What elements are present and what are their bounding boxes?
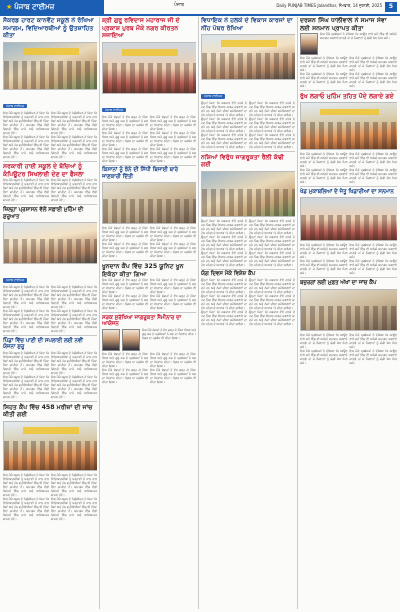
article-text: ਇਸ ਮੌਕੇ ਪ੍ਰਬੰਧਕਾਂ ਨੇ ਦੱਸਿਆ ਕਿ ਆਉਣ ਵਾਲੇ ਸਮੇਂ ਵਿੱਚ ਵੀ ਅਜਿਹੇ ਸਮਾਗਮ ਕਰਵਾਏ ਜਾਣਗੇ ਤਾਂ ਜੋ ਨੌਜਵਾਨਾਂ ਨੂੰ ਚੰਗੀ ਸੇਧ ਮਿਲ ਸਕੇ। (300, 348, 348, 365)
divider (102, 165, 196, 166)
article-text: ਇਸ ਮੌਕੇ ਸਕੂਲ ਦੇ ਪ੍ਰਿੰਸੀਪਲ ਨੇ ਕਿਹਾ ਕਿ ਵਿਦਿਆਰਥੀਆਂ ਨੂੰ ਪੜ੍ਹਾਈ ਦੇ ਨਾਲ ਨਾਲ ਖੇਡਾਂ ਅਤੇ ਹੋਰ ਗਤੀਵਿਧੀਆਂ ਵਿੱਚ ਵੀ ਹਿੱਸਾ ਲੈਣਾ ਚਾਹੀਦਾ ਹੈ। ਸਮਾਗਮ ਵਿੱਚ ਵੱਡੀ ਗਿਣਤੀ ਵਿੱਚ ਮਾਪੇ ਅਤੇ ਅਧਿਆਪਕ ਸ਼ਾਮਲ ਹੋਏ। (51, 134, 97, 159)
article-text: ਇਸ ਮੌਕੇ ਸੰਗਤਾਂ ਨੇ ਵੱਧ ਚੜ੍ਹ ਕੇ ਹਿੱਸਾ ਲਿਆ ਅਤੇ ਗੁਰੂ ਘਰ ਦੇ ਪ੍ਰਬੰਧਕਾਂ ਨੇ ਸਭ ਦਾ ਧੰਨਵਾਦ ਕੀਤਾ। ਲੰਗਰ ਦਾ ਪ੍ਰਬੰਧ ਵੀ ਕੀਤਾ ਗਿਆ। (150, 351, 196, 368)
byline-tag: ਪੰਜਾਬ ਟਾਈਮਜ਼ (102, 108, 126, 113)
article-body (201, 278, 295, 326)
article-body (3, 178, 97, 202)
article-text: ਇਸ ਮੌਕੇ ਸੰਗਤਾਂ ਨੇ ਵੱਧ ਚੜ੍ਹ ਕੇ ਹਿੱਸਾ ਲਿਆ ਅਤੇ ਗੁਰੂ ਘਰ ਦੇ ਪ੍ਰਬੰਧਕਾਂ ਨੇ ਸਭ ਦਾ ਧੰਨਵਾਦ ਕੀਤਾ। ਲੰਗਰ ਦਾ ਪ੍ਰਬੰਧ ਵੀ ਕੀਤਾ ਗਿਆ। (150, 130, 196, 147)
article-text: ਇਸ ਮੌਕੇ ਸੰਗਤਾਂ ਨੇ ਵੱਧ ਚੜ੍ਹ ਕੇ ਹਿੱਸਾ ਲਿਆ ਅਤੇ ਗੁਰੂ ਘਰ ਦੇ ਪ੍ਰਬੰਧਕਾਂ ਨੇ ਸਭ ਦਾ ਧੰਨਵਾਦ ਕੀਤਾ। ਲੰਗਰ ਦਾ ਪ੍ਰਬੰਧ ਵੀ ਕੀਤਾ ਗਿਆ। (102, 351, 148, 368)
article-text: ਉਨ੍ਹਾਂ ਕਿਹਾ ਕਿ ਸਰਕਾਰ ਵੱਲੋਂ ਹਲਕੇ ਦੇ ਹਰ ਪਿੰਡ ਵਿੱਚ ਵਿਕਾਸ ਕਾਰਜ ਕਰਵਾਏ ਜਾ ਰਹੇ ਹਨ ਅਤੇ ਲੋਕਾਂ ਦੀਆਂ ਸਮੱਸਿਆਵਾਂ ਦਾ ਹੱਲ ਪਹਿਲ ਦੇ ਆਧਾਰ 'ਤੇ ਕੀਤਾ ਜਾਵੇਗਾ। (249, 310, 295, 327)
article-text: ਇਸ ਮੌਕੇ ਪ੍ਰਬੰਧਕਾਂ ਨੇ ਦੱਸਿਆ ਕਿ ਆਉਣ ਵਾਲੇ ਸਮੇਂ ਵਿੱਚ ਵੀ ਅਜਿਹੇ ਸਮਾਗਮ ਕਰਵਾਏ ਜਾਣਗੇ ਤਾਂ ਜੋ ਨੌਜਵਾਨਾਂ ਨੂੰ ਚੰਗੀ ਸੇਧ ਮਿਲ ਸਕੇ। (300, 243, 348, 260)
article-body (102, 352, 196, 384)
article-text: ਉਨ੍ਹਾਂ ਕਿਹਾ ਕਿ ਸਰਕਾਰ ਵੱਲੋਂ ਹਲਕੇ ਦੇ ਹਰ ਪਿੰਡ ਵਿੱਚ ਵਿਕਾਸ ਕਾਰਜ ਕਰਵਾਏ ਜਾ ਰਹੇ ਹਨ ਅਤੇ ਲੋਕਾਂ ਦੀਆਂ ਸਮੱਸਿਆਵਾਂ ਦਾ ਹੱਲ ਪਹਿਲ ਦੇ ਆਧਾਰ 'ਤੇ ਕੀਤਾ ਜਾਵੇਗਾ। (201, 250, 247, 267)
article-body (3, 285, 97, 333)
divider (3, 401, 97, 402)
headline: ਸੜਕ ਸੁਰੱਖਿਆ ਜਾਗਰੂਕਤਾ ਸੈਮੀਨਾਰ ਦਾ ਆਯੋਜਨ (102, 314, 182, 328)
article-text: ਇਸ ਮੌਕੇ ਸੰਗਤਾਂ ਨੇ ਵੱਧ ਚੜ੍ਹ ਕੇ ਹਿੱਸਾ ਲਿਆ ਅਤੇ ਗੁਰੂ ਘਰ ਦੇ ਪ੍ਰਬੰਧਕਾਂ ਨੇ ਸਭ ਦਾ ਧੰਨਵਾਦ ਕੀਤਾ। ਲੰਗਰ ਦਾ ਪ੍ਰਬੰਧ ਵੀ ਕੀਤਾ ਗਿਆ। (142, 327, 196, 340)
article-text: ਉਨ੍ਹਾਂ ਕਿਹਾ ਕਿ ਸਰਕਾਰ ਵੱਲੋਂ ਹਲਕੇ ਦੇ ਹਰ ਪਿੰਡ ਵਿੱਚ ਵਿਕਾਸ ਕਾਰਜ ਕਰਵਾਏ ਜਾ ਰਹੇ ਹਨ ਅਤੇ ਲੋਕਾਂ ਦੀਆਂ ਸਮੱਸਿਆਵਾਂ ਦਾ ਹੱਲ ਪਹਿਲ ਦੇ ਆਧਾਰ 'ਤੇ ਕੀਤਾ ਜਾਵੇਗਾ। (249, 294, 295, 311)
news-photo (3, 222, 97, 264)
headline: ਯੋਗ ਦਿਵਸ ਮੌਕੇ ਵਿਸ਼ੇਸ਼ ਕੈਂਪ (201, 271, 256, 278)
article-text: ਇਸ ਮੌਕੇ ਪ੍ਰਬੰਧਕਾਂ ਨੇ ਦੱਸਿਆ ਕਿ ਆਉਣ ਵਾਲੇ ਸਮੇਂ ਵਿੱਚ ਵੀ ਅਜਿਹੇ ਸਮਾਗਮ ਕਰਵਾਏ ਜਾਣਗੇ ਤਾਂ ਜੋ ਨੌਜਵਾਨਾਂ ਨੂੰ ਚੰਗੀ ਸੇਧ ਮਿਲ ਸਕੇ। (349, 152, 397, 169)
masthead-rule (0, 14, 400, 16)
news-photo (300, 289, 397, 331)
article-text: ਇਸ ਮੌਕੇ ਪ੍ਰਬੰਧਕਾਂ ਨੇ ਦੱਸਿਆ ਕਿ ਆਉਣ ਵਾਲੇ ਸਮੇਂ ਵਿੱਚ ਵੀ ਅਜਿਹੇ ਸਮਾਗਮ ਕਰਵਾਏ ਜਾਣਗੇ ਤਾਂ ਜੋ ਨੌਜਵਾਨਾਂ ਨੂੰ ਚੰਗੀ ਸੇਧ ਮਿਲ ਸਕੇ। (300, 56, 348, 73)
article-body (3, 473, 97, 521)
article-text: ਇਸ ਮੌਕੇ ਸੰਗਤਾਂ ਨੇ ਵੱਧ ਚੜ੍ਹ ਕੇ ਹਿੱਸਾ ਲਿਆ ਅਤੇ ਗੁਰੂ ਘਰ ਦੇ ਪ੍ਰਬੰਧਕਾਂ ਨੇ ਸਭ ਦਾ ਧੰਨਵਾਦ ਕੀਤਾ। ਲੰਗਰ ਦਾ ਪ੍ਰਬੰਧ ਵੀ ਕੀਤਾ ਗਿਆ। (102, 294, 148, 311)
headline: ਰੁੱਖ ਲਗਾਓ ਮੁਹਿੰਮ ਤਹਿਤ ਪੌਦੇ ਲਗਾਏ ਗਏ (300, 92, 394, 100)
article-text: ਉਨ੍ਹਾਂ ਕਿਹਾ ਕਿ ਸਰਕਾਰ ਵੱਲੋਂ ਹਲਕੇ ਦੇ ਹਰ ਪਿੰਡ ਵਿੱਚ ਵਿਕਾਸ ਕਾਰਜ ਕਰਵਾਏ ਜਾ ਰਹੇ ਹਨ ਅਤੇ ਲੋਕਾਂ ਦੀਆਂ ਸਮੱਸਿਆਵਾਂ ਦਾ ਹੱਲ ਪਹਿਲ ਦੇ ਆਧਾਰ 'ਤੇ ਕੀਤਾ ਜਾਵੇਗਾ। (249, 278, 295, 295)
headline: ਜ਼ਿਲ੍ਹਾ ਪ੍ਰਸ਼ਾਸਨ ਵੱਲੋਂ ਸਫ਼ਾਈ ਮੁਹਿੰਮ ਦੀ ਸ਼ੁਰੂਆਤ (3, 207, 84, 220)
article-body (102, 226, 196, 258)
article-text: ਇਸ ਮੌਕੇ ਪ੍ਰਬੰਧਕਾਂ ਨੇ ਦੱਸਿਆ ਕਿ ਆਉਣ ਵਾਲੇ ਸਮੇਂ ਵਿੱਚ ਵੀ ਅਜਿਹੇ ਸਮਾਗਮ ਕਰਵਾਏ ਜਾਣਗੇ ਤਾਂ ਜੋ ਨੌਜਵਾਨਾਂ ਨੂੰ ਚੰਗੀ ਸੇਧ ਮਿਲ ਸਕੇ। (320, 32, 397, 41)
article-body (201, 101, 295, 149)
article-text: ਇਸ ਮੌਕੇ ਸਕੂਲ ਦੇ ਪ੍ਰਿੰਸੀਪਲ ਨੇ ਕਿਹਾ ਕਿ ਵਿਦਿਆਰਥੀਆਂ ਨੂੰ ਪੜ੍ਹਾਈ ਦੇ ਨਾਲ ਨਾਲ ਖੇਡਾਂ ਅਤੇ ਹੋਰ ਗਤੀਵਿਧੀਆਂ ਵਿੱਚ ਵੀ ਹਿੱਸਾ ਲੈਣਾ ਚਾਹੀਦਾ ਹੈ। ਸਮਾਗਮ ਵਿੱਚ ਵੱਡੀ ਗਿਣਤੀ ਵਿੱਚ ਮਾਪੇ ਅਤੇ ਅਧਿਆਪਕ ਸ਼ਾਮਲ ਹੋਏ। (51, 472, 97, 497)
article-text: ਉਨ੍ਹਾਂ ਕਿਹਾ ਕਿ ਸਰਕਾਰ ਵੱਲੋਂ ਹਲਕੇ ਦੇ ਹਰ ਪਿੰਡ ਵਿੱਚ ਵਿਕਾਸ ਕਾਰਜ ਕਰਵਾਏ ਜਾ ਰਹੇ ਹਨ ਅਤੇ ਲੋਕਾਂ ਦੀਆਂ ਸਮੱਸਿਆਵਾਂ ਦਾ ਹੱਲ ਪਹਿਲ ਦੇ ਆਧਾਰ 'ਤੇ ਕੀਤਾ ਜਾਵੇਗਾ। (249, 117, 295, 134)
headline: ਕਿਸਾਨਾਂ ਨੂੰ ਝੋਨੇ ਦੀ ਸਿੱਧੀ ਬਿਜਾਈ ਬਾਰੇ ਜਾਣਕਾਰੀ ਦਿੱਤੀ (102, 167, 178, 180)
article-text: ਇਸ ਮੌਕੇ ਸੰਗਤਾਂ ਨੇ ਵੱਧ ਚੜ੍ਹ ਕੇ ਹਿੱਸਾ ਲਿਆ ਅਤੇ ਗੁਰੂ ਘਰ ਦੇ ਪ੍ਰਬੰਧਕਾਂ ਨੇ ਸਭ ਦਾ ਧੰਨਵਾਦ ਕੀਤਾ। ਲੰਗਰ ਦਾ ਪ੍ਰਬੰਧ ਵੀ ਕੀਤਾ ਗਿਆ। (102, 242, 148, 259)
divider (201, 269, 295, 270)
article-text: ਇਸ ਮੌਕੇ ਸੰਗਤਾਂ ਨੇ ਵੱਧ ਚੜ੍ਹ ਕੇ ਹਿੱਸਾ ਲਿਆ ਅਤੇ ਗੁਰੂ ਘਰ ਦੇ ਪ੍ਰਬੰਧਕਾਂ ਨੇ ਸਭ ਦਾ ਧੰਨਵਾਦ ਕੀਤਾ। ਲੰਗਰ ਦਾ ਪ੍ਰਬੰਧ ਵੀ ਕੀਤਾ ਗਿਆ। (150, 226, 196, 243)
article-text: ਇਸ ਮੌਕੇ ਸੰਗਤਾਂ ਨੇ ਵੱਧ ਚੜ੍ਹ ਕੇ ਹਿੱਸਾ ਲਿਆ ਅਤੇ ਗੁਰੂ ਘਰ ਦੇ ਪ੍ਰਬੰਧਕਾਂ ਨੇ ਸਭ ਦਾ ਧੰਨਵਾਦ ਕੀਤਾ। ਲੰਗਰ ਦਾ ਪ੍ਰਬੰਧ ਵੀ ਕੀਤਾ ਗਿਆ। (102, 226, 148, 243)
headline: ਦਰਸ਼ਨ ਸਿੰਘ ਧਾਲੀਵਾਲ ਨੇ ਸਮਾਜ ਸੇਵਾ ਲਈ ਸਨਮਾਨ ਪ੍ਰਾਪਤ ਕੀਤਾ (300, 17, 387, 32)
article-text: ਇਸ ਮੌਕੇ ਪ੍ਰਬੰਧਕਾਂ ਨੇ ਦੱਸਿਆ ਕਿ ਆਉਣ ਵਾਲੇ ਸਮੇਂ ਵਿੱਚ ਵੀ ਅਜਿਹੇ ਸਮਾਗਮ ਕਰਵਾਏ ਜਾਣਗੇ ਤਾਂ ਜੋ ਨੌਜਵਾਨਾਂ ਨੂੰ ਚੰਗੀ ਸੇਧ ਮਿਲ ਸਕੇ। (300, 259, 348, 276)
divider (300, 186, 397, 187)
article-text: ਉਨ੍ਹਾਂ ਕਿਹਾ ਕਿ ਸਰਕਾਰ ਵੱਲੋਂ ਹਲਕੇ ਦੇ ਹਰ ਪਿੰਡ ਵਿੱਚ ਵਿਕਾਸ ਕਾਰਜ ਕਰਵਾਏ ਜਾ ਰਹੇ ਹਨ ਅਤੇ ਲੋਕਾਂ ਦੀਆਂ ਸਮੱਸਿਆਵਾਂ ਦਾ ਹੱਲ ਪਹਿਲ ਦੇ ਆਧਾਰ 'ਤੇ ਕੀਤਾ ਜਾਵੇਗਾ। (249, 250, 295, 267)
article-text: ਇਸ ਮੌਕੇ ਸਕੂਲ ਦੇ ਪ੍ਰਿੰਸੀਪਲ ਨੇ ਕਿਹਾ ਕਿ ਵਿਦਿਆਰਥੀਆਂ ਨੂੰ ਪੜ੍ਹਾਈ ਦੇ ਨਾਲ ਨਾਲ ਖੇਡਾਂ ਅਤੇ ਹੋਰ ਗਤੀਵਿਧੀਆਂ ਵਿੱਚ ਵੀ ਹਿੱਸਾ ਲੈਣਾ ਚਾਹੀਦਾ ਹੈ। ਸਮਾਗਮ ਵਿੱਚ ਵੱਡੀ ਗਿਣਤੀ ਵਿੱਚ ਮਾਪੇ ਅਤੇ ਅਧਿਆਪਕ ਸ਼ਾਮਲ ਹੋਏ। (3, 285, 49, 310)
section-title (0, 0, 104, 14)
article-text: ਇਸ ਮੌਕੇ ਸਕੂਲ ਦੇ ਪ੍ਰਿੰਸੀਪਲ ਨੇ ਕਿਹਾ ਕਿ ਵਿਦਿਆਰਥੀਆਂ ਨੂੰ ਪੜ੍ਹਾਈ ਦੇ ਨਾਲ ਨਾਲ ਖੇਡਾਂ ਅਤੇ ਹੋਰ ਗਤੀਵਿਧੀਆਂ ਵਿੱਚ ਵੀ ਹਿੱਸਾ ਲੈਣਾ ਚਾਹੀਦਾ ਹੈ। ਸਮਾਗਮ ਵਿੱਚ ਵੱਡੀ ਗਿਣਤੀ ਵਿੱਚ ਮਾਪੇ ਅਤੇ ਅਧਿਆਪਕ ਸ਼ਾਮਲ ਹੋਏ। (51, 374, 97, 399)
article-text: ਉਨ੍ਹਾਂ ਕਿਹਾ ਕਿ ਸਰਕਾਰ ਵੱਲੋਂ ਹਲਕੇ ਦੇ ਹਰ ਪਿੰਡ ਵਿੱਚ ਵਿਕਾਸ ਕਾਰਜ ਕਰਵਾਏ ਜਾ ਰਹੇ ਹਨ ਅਤੇ ਲੋਕਾਂ ਦੀਆਂ ਸਮੱਸਿਆਵਾਂ ਦਾ ਹੱਲ ਪਹਿਲ ਦੇ ਆਧਾਰ 'ਤੇ ਕੀਤਾ ਜਾਵੇਗਾ। (249, 133, 295, 150)
star-icon: ★ (6, 3, 13, 11)
article-body (300, 56, 397, 88)
article-text: ਇਸ ਮੌਕੇ ਪ੍ਰਬੰਧਕਾਂ ਨੇ ਦੱਸਿਆ ਕਿ ਆਉਣ ਵਾਲੇ ਸਮੇਂ ਵਿੱਚ ਵੀ ਅਜਿਹੇ ਸਮਾਗਮ ਕਰਵਾਏ ਜਾਣਗੇ ਤਾਂ ਜੋ ਨੌਜਵਾਨਾਂ ਨੂੰ ਚੰਗੀ ਸੇਧ ਮਿਲ ਸਕੇ। (300, 168, 348, 185)
headline: ਖੂਨਦਾਨ ਕੈਂਪ ਵਿੱਚ 325 ਯੂਨਿਟ ਖੂਨ ਇਕੱਠਾ ਕੀਤਾ ਗਿਆ (102, 263, 184, 278)
article-text: ਉਨ੍ਹਾਂ ਕਿਹਾ ਕਿ ਸਰਕਾਰ ਵੱਲੋਂ ਹਲਕੇ ਦੇ ਹਰ ਪਿੰਡ ਵਿੱਚ ਵਿਕਾਸ ਕਾਰਜ ਕਰਵਾਏ ਜਾ ਰਹੇ ਹਨ ਅਤੇ ਲੋਕਾਂ ਦੀਆਂ ਸਮੱਸਿਆਵਾਂ ਦਾ ਹੱਲ ਪਹਿਲ ਦੇ ਆਧਾਰ 'ਤੇ ਕੀਤਾ ਜਾਵੇਗਾ। (249, 234, 295, 251)
mugshot-row (102, 328, 196, 352)
divider (3, 335, 97, 336)
article-text: ਇਸ ਮੌਕੇ ਸੰਗਤਾਂ ਨੇ ਵੱਧ ਚੜ੍ਹ ਕੇ ਹਿੱਸਾ ਲਿਆ ਅਤੇ ਗੁਰੂ ਘਰ ਦੇ ਪ੍ਰਬੰਧਕਾਂ ਨੇ ਸਭ ਦਾ ਧੰਨਵਾਦ ਕੀਤਾ। ਲੰਗਰ ਦਾ ਪ੍ਰਬੰਧ ਵੀ ਕੀਤਾ ਗਿਆ। (150, 242, 196, 259)
byline-tag: ਪੰਜਾਬ ਟਾਈਮਜ਼ (201, 94, 225, 99)
column-2 (102, 17, 196, 609)
article-text: ਉਨ੍ਹਾਂ ਕਿਹਾ ਕਿ ਸਰਕਾਰ ਵੱਲੋਂ ਹਲਕੇ ਦੇ ਹਰ ਪਿੰਡ ਵਿੱਚ ਵਿਕਾਸ ਕਾਰਜ ਕਰਵਾਏ ਜਾ ਰਹੇ ਹਨ ਅਤੇ ਲੋਕਾਂ ਦੀਆਂ ਸਮੱਸਿਆਵਾਂ ਦਾ ਹੱਲ ਪਹਿਲ ਦੇ ਆਧਾਰ 'ਤੇ ਕੀਤਾ ਜਾਵੇਗਾ। (201, 218, 247, 235)
article-text: ਇਸ ਮੌਕੇ ਸਕੂਲ ਦੇ ਪ੍ਰਿੰਸੀਪਲ ਨੇ ਕਿਹਾ ਕਿ ਵਿਦਿਆਰਥੀਆਂ ਨੂੰ ਪੜ੍ਹਾਈ ਦੇ ਨਾਲ ਨਾਲ ਖੇਡਾਂ ਅਤੇ ਹੋਰ ਗਤੀਵਿਧੀਆਂ ਵਿੱਚ ਵੀ ਹਿੱਸਾ ਲੈਣਾ ਚਾਹੀਦਾ ਹੈ। ਸਮਾਗਮ ਵਿੱਚ ਵੱਡੀ ਗਿਣਤੀ ਵਿੱਚ ਮਾਪੇ ਅਤੇ ਅਧਿਆਪਕ ਸ਼ਾਮਲ ਹੋਏ। (51, 309, 97, 334)
person-photo (102, 329, 120, 351)
column-rule (99, 17, 100, 609)
article-text: ਇਸ ਮੌਕੇ ਸੰਗਤਾਂ ਨੇ ਵੱਧ ਚੜ੍ਹ ਕੇ ਹਿੱਸਾ ਲਿਆ ਅਤੇ ਗੁਰੂ ਘਰ ਦੇ ਪ੍ਰਬੰਧਕਾਂ ਨੇ ਸਭ ਦਾ ਧੰਨਵਾਦ ਕੀਤਾ। ਲੰਗਰ ਦਾ ਪ੍ਰਬੰਧ ਵੀ ਕੀਤਾ ਗਿਆ। (102, 278, 148, 295)
article-text: ਇਸ ਮੌਕੇ ਪ੍ਰਬੰਧਕਾਂ ਨੇ ਦੱਸਿਆ ਕਿ ਆਉਣ ਵਾਲੇ ਸਮੇਂ ਵਿੱਚ ਵੀ ਅਜਿਹੇ ਸਮਾਗਮ ਕਰਵਾਏ ਜਾਣਗੇ ਤਾਂ ਜੋ ਨੌਜਵਾਨਾਂ ਨੂੰ ਚੰਗੀ ਸੇਧ ਮਿਲ ਸਕੇ। (300, 152, 348, 169)
article-text: ਉਨ੍ਹਾਂ ਕਿਹਾ ਕਿ ਸਰਕਾਰ ਵੱਲੋਂ ਹਲਕੇ ਦੇ ਹਰ ਪਿੰਡ ਵਿੱਚ ਵਿਕਾਸ ਕਾਰਜ ਕਰਵਾਏ ਜਾ ਰਹੇ ਹਨ ਅਤੇ ਲੋਕਾਂ ਦੀਆਂ ਸਮੱਸਿਆਵਾਂ ਦਾ ਹੱਲ ਪਹਿਲ ਦੇ ਆਧਾਰ 'ਤੇ ਕੀਤਾ ਜਾਵੇਗਾ। (201, 278, 247, 295)
mugshot-row (300, 32, 397, 56)
article-text: ਇਸ ਮੌਕੇ ਪ੍ਰਬੰਧਕਾਂ ਨੇ ਦੱਸਿਆ ਕਿ ਆਉਣ ਵਾਲੇ ਸਮੇਂ ਵਿੱਚ ਵੀ ਅਜਿਹੇ ਸਮਾਗਮ ਕਰਵਾਏ ਜਾਣਗੇ ਤਾਂ ਜੋ ਨੌਜਵਾਨਾਂ ਨੂੰ ਚੰਗੀ ਸੇਧ ਮਿਲ ਸਕੇ। (349, 56, 397, 73)
article-text: ਇਸ ਮੌਕੇ ਸਕੂਲ ਦੇ ਪ੍ਰਿੰਸੀਪਲ ਨੇ ਕਿਹਾ ਕਿ ਵਿਦਿਆਰਥੀਆਂ ਨੂੰ ਪੜ੍ਹਾਈ ਦੇ ਨਾਲ ਨਾਲ ਖੇਡਾਂ ਅਤੇ ਹੋਰ ਗਤੀਵਿਧੀਆਂ ਵਿੱਚ ਵੀ ਹਿੱਸਾ ਲੈਣਾ ਚਾਹੀਦਾ ਹੈ। ਸਮਾਗਮ ਵਿੱਚ ਵੱਡੀ ਗਿਣਤੀ ਵਿੱਚ ਮਾਪੇ ਅਤੇ ਅਧਿਆਪਕ ਸ਼ਾਮਲ ਹੋਏ। (3, 374, 49, 399)
headline: ਬਜ਼ੁਰਗਾਂ ਲਈ ਮੁਫ਼ਤ ਅੱਖਾਂ ਦਾ ਜਾਂਚ ਕੈਂਪ (300, 280, 377, 287)
news-photo (3, 421, 97, 471)
article-text: ਇਸ ਮੌਕੇ ਪ੍ਰਬੰਧਕਾਂ ਨੇ ਦੱਸਿਆ ਕਿ ਆਉਣ ਵਾਲੇ ਸਮੇਂ ਵਿੱਚ ਵੀ ਅਜਿਹੇ ਸਮਾਗਮ ਕਰਵਾਏ ਜਾਣਗੇ ਤਾਂ ਜੋ ਨੌਜਵਾਨਾਂ ਨੂੰ ਚੰਗੀ ਸੇਧ ਮਿਲ ਸਕੇ। (349, 259, 397, 276)
divider (300, 277, 397, 278)
person-photo (300, 33, 318, 55)
article-text: ਇਸ ਮੌਕੇ ਸੰਗਤਾਂ ਨੇ ਵੱਧ ਚੜ੍ਹ ਕੇ ਹਿੱਸਾ ਲਿਆ ਅਤੇ ਗੁਰੂ ਘਰ ਦੇ ਪ੍ਰਬੰਧਕਾਂ ਨੇ ਸਭ ਦਾ ਧੰਨਵਾਦ ਕੀਤਾ। ਲੰਗਰ ਦਾ ਪ੍ਰਬੰਧ ਵੀ ਕੀਤਾ ਗਿਆ। (102, 146, 148, 163)
news-photo (300, 197, 397, 241)
news-photo (102, 182, 196, 224)
headline: ਨਸ਼ਿਆਂ ਵਿਰੁੱਧ ਜਾਗਰੂਕਤਾ ਰੈਲੀ ਕੱਢੀ ਗਈ (201, 153, 284, 169)
column-rule (198, 17, 199, 609)
article-body (300, 333, 397, 365)
news-photo (300, 102, 397, 150)
article-text: ਇਸ ਮੌਕੇ ਸੰਗਤਾਂ ਨੇ ਵੱਧ ਚੜ੍ਹ ਕੇ ਹਿੱਸਾ ਲਿਆ ਅਤੇ ਗੁਰੂ ਘਰ ਦੇ ਪ੍ਰਬੰਧਕਾਂ ਨੇ ਸਭ ਦਾ ਧੰਨਵਾਦ ਕੀਤਾ। ਲੰਗਰ ਦਾ ਪ੍ਰਬੰਧ ਵੀ ਕੀਤਾ ਗਿਆ। (150, 294, 196, 311)
article-body (300, 152, 397, 184)
article-body (102, 278, 196, 310)
news-photo (3, 42, 97, 90)
column-3 (201, 17, 295, 609)
news-photo (201, 34, 295, 80)
column-rule (297, 17, 298, 609)
article-text: ਇਸ ਮੌਕੇ ਸਕੂਲ ਦੇ ਪ੍ਰਿੰਸੀਪਲ ਨੇ ਕਿਹਾ ਕਿ ਵਿਦਿਆਰਥੀਆਂ ਨੂੰ ਪੜ੍ਹਾਈ ਦੇ ਨਾਲ ਨਾਲ ਖੇਡਾਂ ਅਤੇ ਹੋਰ ਗਤੀਵਿਧੀਆਂ ਵਿੱਚ ਵੀ ਹਿੱਸਾ ਲੈਣਾ ਚਾਹੀਦਾ ਹੈ। ਸਮਾਗਮ ਵਿੱਚ ਵੱਡੀ ਗਿਣਤੀ ਵਿੱਚ ਮਾਪੇ ਅਤੇ ਅਧਿਆਪਕ ਸ਼ਾਮਲ ਹੋਏ। (3, 110, 49, 135)
article-text: ਇਸ ਮੌਕੇ ਸੰਗਤਾਂ ਨੇ ਵੱਧ ਚੜ੍ਹ ਕੇ ਹਿੱਸਾ ਲਿਆ ਅਤੇ ਗੁਰੂ ਘਰ ਦੇ ਪ੍ਰਬੰਧਕਾਂ ਨੇ ਸਭ ਦਾ ਧੰਨਵਾਦ ਕੀਤਾ। ਲੰਗਰ ਦਾ ਪ੍ਰਬੰਧ ਵੀ ਕੀਤਾ ਗਿਆ। (102, 130, 148, 147)
article-text: ਇਸ ਮੌਕੇ ਸਕੂਲ ਦੇ ਪ੍ਰਿੰਸੀਪਲ ਨੇ ਕਿਹਾ ਕਿ ਵਿਦਿਆਰਥੀਆਂ ਨੂੰ ਪੜ੍ਹਾਈ ਦੇ ਨਾਲ ਨਾਲ ਖੇਡਾਂ ਅਤੇ ਹੋਰ ਗਤੀਵਿਧੀਆਂ ਵਿੱਚ ਵੀ ਹਿੱਸਾ ਲੈਣਾ ਚਾਹੀਦਾ ਹੈ। ਸਮਾਗਮ ਵਿੱਚ ਵੱਡੀ ਗਿਣਤੀ ਵਿੱਚ ਮਾਪੇ ਅਤੇ ਅਧਿਆਪਕ ਸ਼ਾਮਲ ਹੋਏ। (51, 496, 97, 521)
column-4 (300, 17, 397, 609)
article-text: ਇਸ ਮੌਕੇ ਸਕੂਲ ਦੇ ਪ੍ਰਿੰਸੀਪਲ ਨੇ ਕਿਹਾ ਕਿ ਵਿਦਿਆਰਥੀਆਂ ਨੂੰ ਪੜ੍ਹਾਈ ਦੇ ਨਾਲ ਨਾਲ ਖੇਡਾਂ ਅਤੇ ਹੋਰ ਗਤੀਵਿਧੀਆਂ ਵਿੱਚ ਵੀ ਹਿੱਸਾ ਲੈਣਾ ਚਾਹੀਦਾ ਹੈ। ਸਮਾਗਮ ਵਿੱਚ ਵੱਡੀ ਗਿਣਤੀ ਵਿੱਚ ਮਾਪੇ ਅਤੇ ਅਧਿਆਪਕ ਸ਼ਾਮਲ ਹੋਏ। (51, 178, 97, 203)
article-text: ਉਨ੍ਹਾਂ ਕਿਹਾ ਕਿ ਸਰਕਾਰ ਵੱਲੋਂ ਹਲਕੇ ਦੇ ਹਰ ਪਿੰਡ ਵਿੱਚ ਵਿਕਾਸ ਕਾਰਜ ਕਰਵਾਏ ਜਾ ਰਹੇ ਹਨ ਅਤੇ ਲੋਕਾਂ ਦੀਆਂ ਸਮੱਸਿਆਵਾਂ ਦਾ ਹੱਲ ਪਹਿਲ ਦੇ ਆਧਾਰ 'ਤੇ ਕੀਤਾ ਜਾਵੇਗਾ। (201, 117, 247, 134)
divider (102, 260, 196, 261)
date-line: Daily PUNJAB TIMES Jalandhar, ਸੋਮਵਾਰ, 14 ਜੁਲਾਈ, 2025 (276, 3, 382, 8)
article-text: ਉਨ੍ਹਾਂ ਕਿਹਾ ਕਿ ਸਰਕਾਰ ਵੱਲੋਂ ਹਲਕੇ ਦੇ ਹਰ ਪਿੰਡ ਵਿੱਚ ਵਿਕਾਸ ਕਾਰਜ ਕਰਵਾਏ ਜਾ ਰਹੇ ਹਨ ਅਤੇ ਲੋਕਾਂ ਦੀਆਂ ਸਮੱਸਿਆਵਾਂ ਦਾ ਹੱਲ ਪਹਿਲ ਦੇ ਆਧਾਰ 'ਤੇ ਕੀਤਾ ਜਾਵੇਗਾ। (201, 101, 247, 118)
article-text: ਇਸ ਮੌਕੇ ਸਕੂਲ ਦੇ ਪ੍ਰਿੰਸੀਪਲ ਨੇ ਕਿਹਾ ਕਿ ਵਿਦਿਆਰਥੀਆਂ ਨੂੰ ਪੜ੍ਹਾਈ ਦੇ ਨਾਲ ਨਾਲ ਖੇਡਾਂ ਅਤੇ ਹੋਰ ਗਤੀਵਿਧੀਆਂ ਵਿੱਚ ਵੀ ਹਿੱਸਾ ਲੈਣਾ ਚਾਹੀਦਾ ਹੈ। ਸਮਾਗਮ ਵਿੱਚ ਵੱਡੀ ਗਿਣਤੀ ਵਿੱਚ ਮਾਪੇ ਅਤੇ ਅਧਿਆਪਕ ਸ਼ਾਮਲ ਹੋਏ। (51, 110, 97, 135)
byline-tag: ਪੰਜਾਬ ਟਾਈਮਜ਼ (3, 278, 27, 283)
person-photo (122, 329, 140, 351)
section-title-text: ਪੰਜਾਬ ਟਾਈਮਜ਼ (14, 3, 55, 11)
article-text: ਇਸ ਮੌਕੇ ਪ੍ਰਬੰਧਕਾਂ ਨੇ ਦੱਸਿਆ ਕਿ ਆਉਣ ਵਾਲੇ ਸਮੇਂ ਵਿੱਚ ਵੀ ਅਜਿਹੇ ਸਮਾਗਮ ਕਰਵਾਏ ਜਾਣਗੇ ਤਾਂ ਜੋ ਨੌਜਵਾਨਾਂ ਨੂੰ ਚੰਗੀ ਸੇਧ ਮਿਲ ਸਕੇ। (349, 168, 397, 185)
article-body (3, 351, 97, 399)
article-text: ਇਸ ਮੌਕੇ ਪ੍ਰਬੰਧਕਾਂ ਨੇ ਦੱਸਿਆ ਕਿ ਆਉਣ ਵਾਲੇ ਸਮੇਂ ਵਿੱਚ ਵੀ ਅਜਿਹੇ ਸਮਾਗਮ ਕਰਵਾਏ ਜਾਣਗੇ ਤਾਂ ਜੋ ਨੌਜਵਾਨਾਂ ਨੂੰ ਚੰਗੀ ਸੇਧ ਮਿਲ ਸਕੇ। (300, 72, 348, 89)
article-text: ਇਸ ਮੌਕੇ ਸੰਗਤਾਂ ਨੇ ਵੱਧ ਚੜ੍ਹ ਕੇ ਹਿੱਸਾ ਲਿਆ ਅਤੇ ਗੁਰੂ ਘਰ ਦੇ ਪ੍ਰਬੰਧਕਾਂ ਨੇ ਸਭ ਦਾ ਧੰਨਵਾਦ ਕੀਤਾ। ਲੰਗਰ ਦਾ ਪ੍ਰਬੰਧ ਵੀ ਕੀਤਾ ਗਿਆ। (150, 146, 196, 163)
divider (3, 204, 97, 205)
article-text: ਇਸ ਮੌਕੇ ਸਕੂਲ ਦੇ ਪ੍ਰਿੰਸੀਪਲ ਨੇ ਕਿਹਾ ਕਿ ਵਿਦਿਆਰਥੀਆਂ ਨੂੰ ਪੜ੍ਹਾਈ ਦੇ ਨਾਲ ਨਾਲ ਖੇਡਾਂ ਅਤੇ ਹੋਰ ਗਤੀਵਿਧੀਆਂ ਵਿੱਚ ਵੀ ਹਿੱਸਾ ਲੈਣਾ ਚਾਹੀਦਾ ਹੈ। ਸਮਾਗਮ ਵਿੱਚ ਵੱਡੀ ਗਿਣਤੀ ਵਿੱਚ ਮਾਪੇ ਅਤੇ ਅਧਿਆਪਕ ਸ਼ਾਮਲ ਹੋਏ। (3, 309, 49, 334)
article-text: ਇਸ ਮੌਕੇ ਪ੍ਰਬੰਧਕਾਂ ਨੇ ਦੱਸਿਆ ਕਿ ਆਉਣ ਵਾਲੇ ਸਮੇਂ ਵਿੱਚ ਵੀ ਅਜਿਹੇ ਸਮਾਗਮ ਕਰਵਾਏ ਜਾਣਗੇ ਤਾਂ ਜੋ ਨੌਜਵਾਨਾਂ ਨੂੰ ਚੰਗੀ ਸੇਧ ਮਿਲ ਸਕੇ। (349, 332, 397, 349)
article-text: ਉਨ੍ਹਾਂ ਕਿਹਾ ਕਿ ਸਰਕਾਰ ਵੱਲੋਂ ਹਲਕੇ ਦੇ ਹਰ ਪਿੰਡ ਵਿੱਚ ਵਿਕਾਸ ਕਾਰਜ ਕਰਵਾਏ ਜਾ ਰਹੇ ਹਨ ਅਤੇ ਲੋਕਾਂ ਦੀਆਂ ਸਮੱਸਿਆਵਾਂ ਦਾ ਹੱਲ ਪਹਿਲ ਦੇ ਆਧਾਰ 'ਤੇ ਕੀਤਾ ਜਾਵੇਗਾ। (201, 234, 247, 251)
article-text: ਇਸ ਮੌਕੇ ਪ੍ਰਬੰਧਕਾਂ ਨੇ ਦੱਸਿਆ ਕਿ ਆਉਣ ਵਾਲੇ ਸਮੇਂ ਵਿੱਚ ਵੀ ਅਜਿਹੇ ਸਮਾਗਮ ਕਰਵਾਏ ਜਾਣਗੇ ਤਾਂ ਜੋ ਨੌਜਵਾਨਾਂ ਨੂੰ ਚੰਗੀ ਸੇਧ ਮਿਲ ਸਕੇ। (349, 243, 397, 260)
article-text: ਉਨ੍ਹਾਂ ਕਿਹਾ ਕਿ ਸਰਕਾਰ ਵੱਲੋਂ ਹਲਕੇ ਦੇ ਹਰ ਪਿੰਡ ਵਿੱਚ ਵਿਕਾਸ ਕਾਰਜ ਕਰਵਾਏ ਜਾ ਰਹੇ ਹਨ ਅਤੇ ਲੋਕਾਂ ਦੀਆਂ ਸਮੱਸਿਆਵਾਂ ਦਾ ਹੱਲ ਪਹਿਲ ਦੇ ਆਧਾਰ 'ਤੇ ਕੀਤਾ ਜਾਵੇਗਾ। (201, 133, 247, 150)
news-photo (102, 42, 196, 94)
article-text: ਇਸ ਮੌਕੇ ਸਕੂਲ ਦੇ ਪ੍ਰਿੰਸੀਪਲ ਨੇ ਕਿਹਾ ਕਿ ਵਿਦਿਆਰਥੀਆਂ ਨੂੰ ਪੜ੍ਹਾਈ ਦੇ ਨਾਲ ਨਾਲ ਖੇਡਾਂ ਅਤੇ ਹੋਰ ਗਤੀਵਿਧੀਆਂ ਵਿੱਚ ਵੀ ਹਿੱਸਾ ਲੈਣਾ ਚਾਹੀਦਾ ਹੈ। ਸਮਾਗਮ ਵਿੱਚ ਵੱਡੀ ਗਿਣਤੀ ਵਿੱਚ ਮਾਪੇ ਅਤੇ ਅਧਿਆਪਕ ਸ਼ਾਮਲ ਹੋਏ। (51, 350, 97, 375)
article-text: ਇਸ ਮੌਕੇ ਸੰਗਤਾਂ ਨੇ ਵੱਧ ਚੜ੍ਹ ਕੇ ਹਿੱਸਾ ਲਿਆ ਅਤੇ ਗੁਰੂ ਘਰ ਦੇ ਪ੍ਰਬੰਧਕਾਂ ਨੇ ਸਭ ਦਾ ਧੰਨਵਾਦ ਕੀਤਾ। ਲੰਗਰ ਦਾ ਪ੍ਰਬੰਧ ਵੀ ਕੀਤਾ ਗਿਆ। (150, 114, 196, 131)
divider (3, 161, 97, 162)
article-text: ਇਸ ਮੌਕੇ ਸਕੂਲ ਦੇ ਪ੍ਰਿੰਸੀਪਲ ਨੇ ਕਿਹਾ ਕਿ ਵਿਦਿਆਰਥੀਆਂ ਨੂੰ ਪੜ੍ਹਾਈ ਦੇ ਨਾਲ ਨਾਲ ਖੇਡਾਂ ਅਤੇ ਹੋਰ ਗਤੀਵਿਧੀਆਂ ਵਿੱਚ ਵੀ ਹਿੱਸਾ ਲੈਣਾ ਚਾਹੀਦਾ ਹੈ। ਸਮਾਗਮ ਵਿੱਚ ਵੱਡੀ ਗਿਣਤੀ ਵਿੱਚ ਮਾਪੇ ਅਤੇ ਅਧਿਆਪਕ ਸ਼ਾਮਲ ਹੋਏ। (3, 178, 49, 203)
article-text: ਇਸ ਮੌਕੇ ਪ੍ਰਬੰਧਕਾਂ ਨੇ ਦੱਸਿਆ ਕਿ ਆਉਣ ਵਾਲੇ ਸਮੇਂ ਵਿੱਚ ਵੀ ਅਜਿਹੇ ਸਮਾਗਮ ਕਰਵਾਏ ਜਾਣਗੇ ਤਾਂ ਜੋ ਨੌਜਵਾਨਾਂ ਨੂੰ ਚੰਗੀ ਸੇਧ ਮਿਲ ਸਕੇ। (349, 348, 397, 365)
article-text: ਇਸ ਮੌਕੇ ਸੰਗਤਾਂ ਨੇ ਵੱਧ ਚੜ੍ਹ ਕੇ ਹਿੱਸਾ ਲਿਆ ਅਤੇ ਗੁਰੂ ਘਰ ਦੇ ਪ੍ਰਬੰਧਕਾਂ ਨੇ ਸਭ ਦਾ ਧੰਨਵਾਦ ਕੀਤਾ। ਲੰਗਰ ਦਾ ਪ੍ਰਬੰਧ ਵੀ ਕੀਤਾ ਗਿਆ। (102, 114, 148, 131)
byline-tag: ਪੰਜਾਬ ਟਾਈਮਜ਼ (3, 104, 27, 109)
headline: ਸਰਕਾਰੀ ਹਾਈ ਸਕੂਲ ਦੇ ਬੱਚਿਆਂ ਨੂੰ ਕੰਪਿਊਟਰ ਸਿਖਲਾਈ ਦੇਣ ਦਾ ਫੈਸਲਾ (3, 163, 84, 178)
column-1 (3, 17, 97, 609)
article-text: ਇਸ ਮੌਕੇ ਸਕੂਲ ਦੇ ਪ੍ਰਿੰਸੀਪਲ ਨੇ ਕਿਹਾ ਕਿ ਵਿਦਿਆਰਥੀਆਂ ਨੂੰ ਪੜ੍ਹਾਈ ਦੇ ਨਾਲ ਨਾਲ ਖੇਡਾਂ ਅਤੇ ਹੋਰ ਗਤੀਵਿਧੀਆਂ ਵਿੱਚ ਵੀ ਹਿੱਸਾ ਲੈਣਾ ਚਾਹੀਦਾ ਹੈ। ਸਮਾਗਮ ਵਿੱਚ ਵੱਡੀ ਗਿਣਤੀ ਵਿੱਚ ਮਾਪੇ ਅਤੇ ਅਧਿਆਪਕ ਸ਼ਾਮਲ ਹੋਏ। (3, 134, 49, 159)
masthead (0, 0, 400, 14)
headline: ਸ਼੍ਰੀ ਗੁਰੂ ਰਵਿਦਾਸ ਮਹਾਰਾਜ ਜੀ ਦੇ ਪ੍ਰਕਾਸ਼ ਪੁਰਬ ਮੌਕੇ ਨਗਰ ਕੀਰਤਨ ਸਜਾਇਆ (102, 17, 180, 40)
divider (300, 90, 397, 91)
headline: ਸੈਕਰਡ ਹਾਰਟ ਕਾਨਵੈਂਟ ਸਕੂਲ ਨੇ ਰੱਖਿਆ ਸਮਾਗਮ, ਵਿਦਿਆਰਥੀਆਂ ਨੂੰ ਉਤਸ਼ਾਹਿਤ ਕੀਤਾ (3, 17, 94, 40)
article-body (201, 219, 295, 267)
article-text: ਇਸ ਮੌਕੇ ਸੰਗਤਾਂ ਨੇ ਵੱਧ ਚੜ੍ਹ ਕੇ ਹਿੱਸਾ ਲਿਆ ਅਤੇ ਗੁਰੂ ਘਰ ਦੇ ਪ੍ਰਬੰਧਕਾਂ ਨੇ ਸਭ ਦਾ ਧੰਨਵਾਦ ਕੀਤਾ। ਲੰਗਰ ਦਾ ਪ੍ਰਬੰਧ ਵੀ ਕੀਤਾ ਗਿਆ। (150, 367, 196, 384)
article-text: ਇਸ ਮੌਕੇ ਪ੍ਰਬੰਧਕਾਂ ਨੇ ਦੱਸਿਆ ਕਿ ਆਉਣ ਵਾਲੇ ਸਮੇਂ ਵਿੱਚ ਵੀ ਅਜਿਹੇ ਸਮਾਗਮ ਕਰਵਾਏ ਜਾਣਗੇ ਤਾਂ ਜੋ ਨੌਜਵਾਨਾਂ ਨੂੰ ਚੰਗੀ ਸੇਧ ਮਿਲ ਸਕੇ। (300, 332, 348, 349)
article-text: ਉਨ੍ਹਾਂ ਕਿਹਾ ਕਿ ਸਰਕਾਰ ਵੱਲੋਂ ਹਲਕੇ ਦੇ ਹਰ ਪਿੰਡ ਵਿੱਚ ਵਿਕਾਸ ਕਾਰਜ ਕਰਵਾਏ ਜਾ ਰਹੇ ਹਨ ਅਤੇ ਲੋਕਾਂ ਦੀਆਂ ਸਮੱਸਿਆਵਾਂ ਦਾ ਹੱਲ ਪਹਿਲ ਦੇ ਆਧਾਰ 'ਤੇ ਕੀਤਾ ਜਾਵੇਗਾ। (249, 101, 295, 118)
page-number: 5 (385, 2, 397, 12)
center-label: ਪੰਜਾਬ (174, 3, 184, 8)
article-text: ਇਸ ਮੌਕੇ ਸੰਗਤਾਂ ਨੇ ਵੱਧ ਚੜ੍ਹ ਕੇ ਹਿੱਸਾ ਲਿਆ ਅਤੇ ਗੁਰੂ ਘਰ ਦੇ ਪ੍ਰਬੰਧਕਾਂ ਨੇ ਸਭ ਦਾ ਧੰਨਵਾਦ ਕੀਤਾ। ਲੰਗਰ ਦਾ ਪ੍ਰਬੰਧ ਵੀ ਕੀਤਾ ਗਿਆ। (150, 278, 196, 295)
article-text: ਇਸ ਮੌਕੇ ਸਕੂਲ ਦੇ ਪ੍ਰਿੰਸੀਪਲ ਨੇ ਕਿਹਾ ਕਿ ਵਿਦਿਆਰਥੀਆਂ ਨੂੰ ਪੜ੍ਹਾਈ ਦੇ ਨਾਲ ਨਾਲ ਖੇਡਾਂ ਅਤੇ ਹੋਰ ਗਤੀਵਿਧੀਆਂ ਵਿੱਚ ਵੀ ਹਿੱਸਾ ਲੈਣਾ ਚਾਹੀਦਾ ਹੈ। ਸਮਾਗਮ ਵਿੱਚ ਵੱਡੀ ਗਿਣਤੀ ਵਿੱਚ ਮਾਪੇ ਅਤੇ ਅਧਿਆਪਕ ਸ਼ਾਮਲ ਹੋਏ। (51, 285, 97, 310)
headline: ਖੇਡ ਮੁਕਾਬਲਿਆਂ ਦੇ ਜੇਤੂ ਖਿਡਾਰੀਆਂ ਦਾ ਸਨਮਾਨ (300, 188, 394, 195)
divider (201, 151, 295, 152)
divider (102, 312, 196, 313)
article-body (3, 111, 97, 159)
article-text: ਉਨ੍ਹਾਂ ਕਿਹਾ ਕਿ ਸਰਕਾਰ ਵੱਲੋਂ ਹਲਕੇ ਦੇ ਹਰ ਪਿੰਡ ਵਿੱਚ ਵਿਕਾਸ ਕਾਰਜ ਕਰਵਾਏ ਜਾ ਰਹੇ ਹਨ ਅਤੇ ਲੋਕਾਂ ਦੀਆਂ ਸਮੱਸਿਆਵਾਂ ਦਾ ਹੱਲ ਪਹਿਲ ਦੇ ਆਧਾਰ 'ਤੇ ਕੀਤਾ ਜਾਵੇਗਾ। (249, 218, 295, 235)
headline: ਪਿੰਡਾਂ ਵਿੱਚ ਪਾਣੀ ਦੀ ਸਪਲਾਈ ਲਈ ਨਵੀਂ ਯੋਜਨਾ ਸ਼ੁਰੂ (3, 337, 83, 351)
headline: ਵਿਧਾਇਕ ਨੇ ਹਲਕੇ ਦੇ ਵਿਕਾਸ ਕਾਰਜਾਂ ਦਾ ਨੀਂਹ ਪੱਥਰ ਰੱਖਿਆ (201, 17, 293, 32)
article-text: ਇਸ ਮੌਕੇ ਪ੍ਰਬੰਧਕਾਂ ਨੇ ਦੱਸਿਆ ਕਿ ਆਉਣ ਵਾਲੇ ਸਮੇਂ ਵਿੱਚ ਵੀ ਅਜਿਹੇ ਸਮਾਗਮ ਕਰਵਾਏ ਜਾਣਗੇ ਤਾਂ ਜੋ ਨੌਜਵਾਨਾਂ ਨੂੰ ਚੰਗੀ ਸੇਧ ਮਿਲ ਸਕੇ। (349, 72, 397, 89)
article-text: ਇਸ ਮੌਕੇ ਸਕੂਲ ਦੇ ਪ੍ਰਿੰਸੀਪਲ ਨੇ ਕਿਹਾ ਕਿ ਵਿਦਿਆਰਥੀਆਂ ਨੂੰ ਪੜ੍ਹਾਈ ਦੇ ਨਾਲ ਨਾਲ ਖੇਡਾਂ ਅਤੇ ਹੋਰ ਗਤੀਵਿਧੀਆਂ ਵਿੱਚ ਵੀ ਹਿੱਸਾ ਲੈਣਾ ਚਾਹੀਦਾ ਹੈ। ਸਮਾਗਮ ਵਿੱਚ ਵੱਡੀ ਗਿਣਤੀ ਵਿੱਚ ਮਾਪੇ ਅਤੇ ਅਧਿਆਪਕ ਸ਼ਾਮਲ ਹੋਏ। (3, 472, 49, 497)
article-text: ਇਸ ਮੌਕੇ ਸੰਗਤਾਂ ਨੇ ਵੱਧ ਚੜ੍ਹ ਕੇ ਹਿੱਸਾ ਲਿਆ ਅਤੇ ਗੁਰੂ ਘਰ ਦੇ ਪ੍ਰਬੰਧਕਾਂ ਨੇ ਸਭ ਦਾ ਧੰਨਵਾਦ ਕੀਤਾ। ਲੰਗਰ ਦਾ ਪ੍ਰਬੰਧ ਵੀ ਕੀਤਾ ਗਿਆ। (102, 367, 148, 384)
article-text: ਉਨ੍ਹਾਂ ਕਿਹਾ ਕਿ ਸਰਕਾਰ ਵੱਲੋਂ ਹਲਕੇ ਦੇ ਹਰ ਪਿੰਡ ਵਿੱਚ ਵਿਕਾਸ ਕਾਰਜ ਕਰਵਾਏ ਜਾ ਰਹੇ ਹਨ ਅਤੇ ਲੋਕਾਂ ਦੀਆਂ ਸਮੱਸਿਆਵਾਂ ਦਾ ਹੱਲ ਪਹਿਲ ਦੇ ਆਧਾਰ 'ਤੇ ਕੀਤਾ ਜਾਵੇਗਾ। (201, 310, 247, 327)
news-photo (201, 171, 295, 217)
article-text: ਉਨ੍ਹਾਂ ਕਿਹਾ ਕਿ ਸਰਕਾਰ ਵੱਲੋਂ ਹਲਕੇ ਦੇ ਹਰ ਪਿੰਡ ਵਿੱਚ ਵਿਕਾਸ ਕਾਰਜ ਕਰਵਾਏ ਜਾ ਰਹੇ ਹਨ ਅਤੇ ਲੋਕਾਂ ਦੀਆਂ ਸਮੱਸਿਆਵਾਂ ਦਾ ਹੱਲ ਪਹਿਲ ਦੇ ਆਧਾਰ 'ਤੇ ਕੀਤਾ ਜਾਵੇਗਾ। (201, 294, 247, 311)
article-text: ਇਸ ਮੌਕੇ ਸਕੂਲ ਦੇ ਪ੍ਰਿੰਸੀਪਲ ਨੇ ਕਿਹਾ ਕਿ ਵਿਦਿਆਰਥੀਆਂ ਨੂੰ ਪੜ੍ਹਾਈ ਦੇ ਨਾਲ ਨਾਲ ਖੇਡਾਂ ਅਤੇ ਹੋਰ ਗਤੀਵਿਧੀਆਂ ਵਿੱਚ ਵੀ ਹਿੱਸਾ ਲੈਣਾ ਚਾਹੀਦਾ ਹੈ। ਸਮਾਗਮ ਵਿੱਚ ਵੱਡੀ ਗਿਣਤੀ ਵਿੱਚ ਮਾਪੇ ਅਤੇ ਅਧਿਆਪਕ ਸ਼ਾਮਲ ਹੋਏ। (3, 496, 49, 521)
headline: ਸਿਹਤ ਕੈਂਪ ਵਿੱਚ 458 ਮਰੀਜ਼ਾਂ ਦੀ ਜਾਂਚ ਕੀਤੀ ਗਈ (3, 403, 93, 419)
article-body (102, 115, 196, 163)
article-body (300, 243, 397, 275)
article-text: ਇਸ ਮੌਕੇ ਸਕੂਲ ਦੇ ਪ੍ਰਿੰਸੀਪਲ ਨੇ ਕਿਹਾ ਕਿ ਵਿਦਿਆਰਥੀਆਂ ਨੂੰ ਪੜ੍ਹਾਈ ਦੇ ਨਾਲ ਨਾਲ ਖੇਡਾਂ ਅਤੇ ਹੋਰ ਗਤੀਵਿਧੀਆਂ ਵਿੱਚ ਵੀ ਹਿੱਸਾ ਲੈਣਾ ਚਾਹੀਦਾ ਹੈ। ਸਮਾਗਮ ਵਿੱਚ ਵੱਡੀ ਗਿਣਤੀ ਵਿੱਚ ਮਾਪੇ ਅਤੇ ਅਧਿਆਪਕ ਸ਼ਾਮਲ ਹੋਏ। (3, 350, 49, 375)
